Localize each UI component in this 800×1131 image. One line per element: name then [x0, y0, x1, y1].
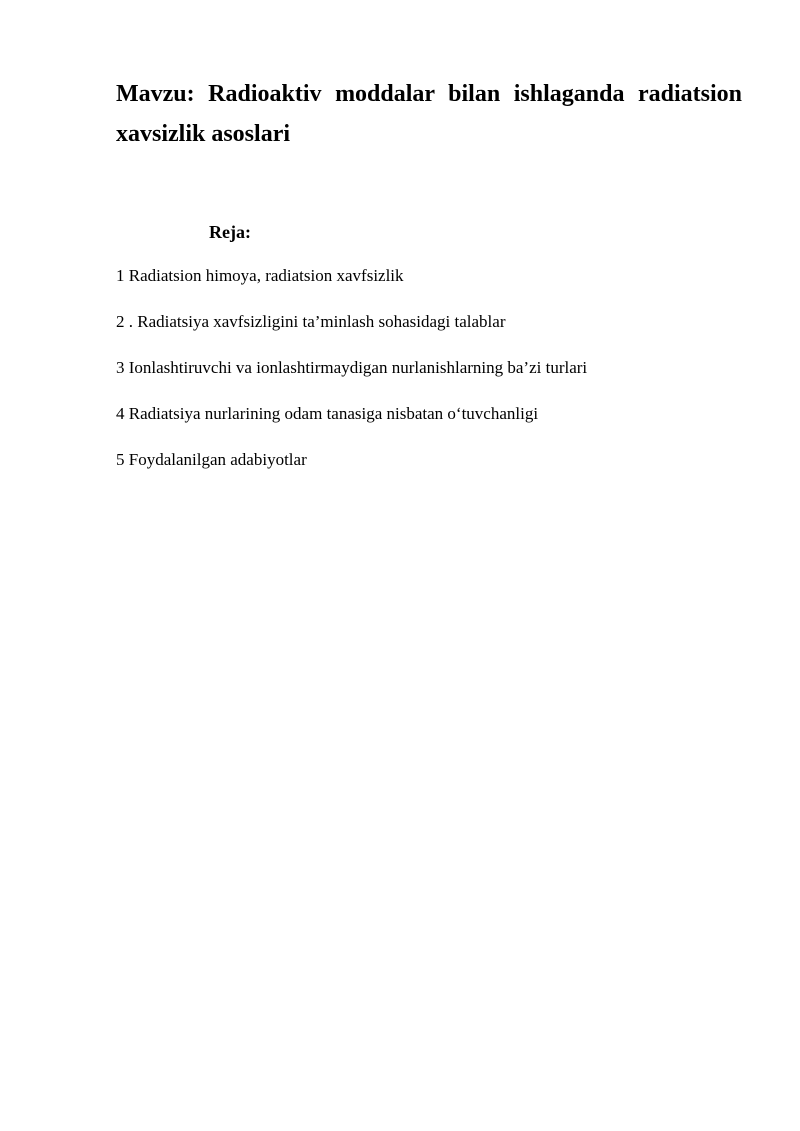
plan-heading: Reja:: [209, 222, 251, 242]
document-title: Mavzu: Radioaktiv moddalar bilan ishlaganda radiatsion xavsizlik asoslari: [116, 81, 742, 147]
plan-list: [116, 264, 587, 494]
plan-item-4: 4 Radiatsiya nurlarining odam tanasiga nisbatan o‘tuvchanligi: [116, 404, 539, 423]
plan-item-2: 2 . Radiatsiya xavfsizligini ta’minlash sohasidagi talablar: [116, 312, 506, 331]
plan-item-1: 1 Radiatsion himoya, radiatsion xavfsizlik: [116, 266, 404, 285]
plan-item-3: 3 Ionlashtiruvchi va ionlashtirmaydigan nurlanishlarning ba’zi turlari: [116, 358, 588, 377]
plan-item-5: 5 Foydalanilgan adabiyotlar: [116, 450, 307, 469]
